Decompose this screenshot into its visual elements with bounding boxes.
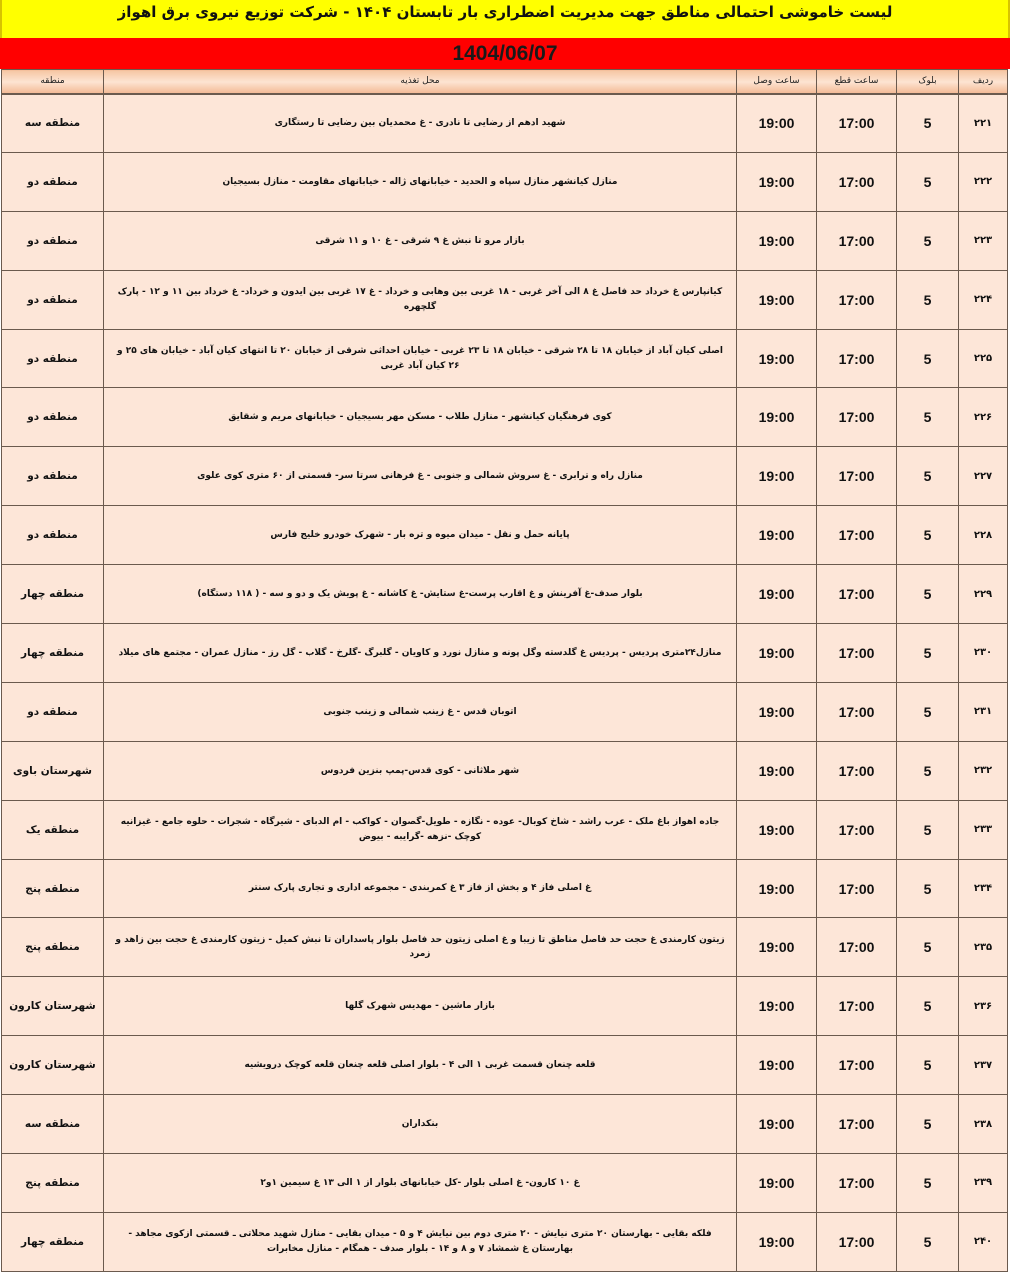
table-row [2, 682, 1008, 741]
row-index: ۲۳۲ [959, 741, 1008, 800]
block-number: 5 [897, 859, 959, 918]
cut-time: 17:00 [817, 388, 897, 447]
connect-time: 19:00 [737, 1036, 817, 1095]
cut-time: 17:00 [817, 270, 897, 329]
connect-time: 19:00 [737, 506, 817, 565]
connect-time: 19:00 [737, 152, 817, 211]
block-number: 5 [897, 211, 959, 270]
block-number: 5 [897, 506, 959, 565]
table-row [2, 329, 1008, 388]
cut-time: 17:00 [817, 1212, 897, 1271]
cut-time: 17:00 [817, 447, 897, 506]
region-name: منطقه پنج [2, 1154, 104, 1213]
connect-time: 19:00 [737, 741, 817, 800]
connect-time: 19:00 [737, 1212, 817, 1271]
row-index: ۲۲۶ [959, 388, 1008, 447]
table-row [2, 388, 1008, 447]
row-index: ۲۳۹ [959, 1154, 1008, 1213]
feed-location: غ ۱۰ کارون- غ اصلی بلوار -کل خیابانهای بلوار از ۱ الی ۱۳ غ سیمین ۱و۲ [104, 1154, 737, 1213]
feed-location: منازل۲۴متری پردیس - پردیس غ گلدسته وگل پونه و منازل نورد و کاویان - گلبرگ -گلرخ - گلاب - گل رز - منازل عمران - مجتمع های میلاد [104, 624, 737, 683]
region-name: منطقه سه [2, 94, 104, 153]
feed-location: قلعه چنعان قسمت غربی ۱ الی ۴ - بلوار اصلی قلعه چنعان قلعه کوچک درویشیه [104, 1036, 737, 1095]
cut-time: 17:00 [817, 1095, 897, 1154]
block-number: 5 [897, 447, 959, 506]
connect-time: 19:00 [737, 918, 817, 977]
feed-location: پایانه حمل و نقل - میدان میوه و تره بار - شهرک خودرو خلیج فارس [104, 506, 737, 565]
feed-location: غ اصلی فاز ۴ و بخش از فاز ۳ غ کمربندی - مجموعه اداری و تجاری پارک سنتر [104, 859, 737, 918]
row-index: ۲۳۶ [959, 977, 1008, 1036]
block-number: 5 [897, 918, 959, 977]
table-row [2, 1095, 1008, 1154]
row-index: ۲۲۴ [959, 270, 1008, 329]
block-number: 5 [897, 1212, 959, 1271]
row-index: ۲۲۷ [959, 447, 1008, 506]
row-index: ۲۲۵ [959, 329, 1008, 388]
block-number: 5 [897, 1036, 959, 1095]
block-number: 5 [897, 741, 959, 800]
row-index: ۲۳۵ [959, 918, 1008, 977]
table-row [2, 624, 1008, 683]
cut-time: 17:00 [817, 682, 897, 741]
cut-time: 17:00 [817, 624, 897, 683]
table-row [2, 918, 1008, 977]
table-row [2, 977, 1008, 1036]
block-number: 5 [897, 94, 959, 153]
row-index: ۲۳۳ [959, 800, 1008, 859]
table-row [2, 1212, 1008, 1271]
connect-time: 19:00 [737, 1154, 817, 1213]
cut-time: 17:00 [817, 152, 897, 211]
block-number: 5 [897, 388, 959, 447]
feed-location: بنکداران [104, 1095, 737, 1154]
table-row [2, 565, 1008, 624]
cut-time: 17:00 [817, 565, 897, 624]
region-name: منطقه یک [2, 800, 104, 859]
block-number: 5 [897, 800, 959, 859]
block-number: 5 [897, 624, 959, 683]
connect-time: 19:00 [737, 94, 817, 153]
row-index: ۲۲۲ [959, 152, 1008, 211]
connect-time: 19:00 [737, 859, 817, 918]
table-row [2, 211, 1008, 270]
cut-time: 17:00 [817, 94, 897, 153]
column-header-cut-time: ساعت قطع [817, 70, 897, 94]
connect-time: 19:00 [737, 800, 817, 859]
block-number: 5 [897, 329, 959, 388]
region-name: منطقه دو [2, 152, 104, 211]
feed-location: اصلی کیان آباد از خیابان ۱۸ تا ۲۸ شرقی - خیابان ۱۸ تا ۲۳ غربی - خیابان احداثی شرقی از خیابان ۲۰ تا انتهای کیان آباد - خیابان های ۲۵ و ۲۶ کیان آباد غربی [104, 329, 737, 388]
connect-time: 19:00 [737, 682, 817, 741]
row-index: ۲۳۱ [959, 682, 1008, 741]
table-row [2, 447, 1008, 506]
region-name: شهرستان کارون [2, 977, 104, 1036]
feed-location: فلکه بقایی - بهارستان ۲۰ متری نیایش - ۲۰ متری دوم بین نیایش ۴ و ۵ - میدان بقایی - منازل شهید محلاتی ـ قسمتی ازکوی مجاهد - بهارستان غ شمشاد ۷ و ۸ و ۱۴ - بلوار صدف - همگام - منازل مخابرات [104, 1212, 737, 1271]
block-number: 5 [897, 1154, 959, 1213]
region-name: منطقه دو [2, 447, 104, 506]
cut-time: 17:00 [817, 1036, 897, 1095]
table-row [2, 859, 1008, 918]
cut-time: 17:00 [817, 329, 897, 388]
region-name: منطقه دو [2, 506, 104, 565]
column-header-region: منطقه [2, 70, 104, 94]
region-name: منطقه دو [2, 388, 104, 447]
table-row [2, 1036, 1008, 1095]
connect-time: 19:00 [737, 565, 817, 624]
row-index: ۲۳۸ [959, 1095, 1008, 1154]
table-row [2, 800, 1008, 859]
feed-location: بازار مرو تا نبش غ ۹ شرقی - غ ۱۰ و ۱۱ شرقی [104, 211, 737, 270]
row-index: ۲۳۴ [959, 859, 1008, 918]
region-name: منطقه دو [2, 211, 104, 270]
cut-time: 17:00 [817, 741, 897, 800]
feed-location: منازل راه و ترابری - غ سروش شمالی و جنوبی - غ فرهانی سرتا سر- قسمتی از ۶۰ متری کوی علوی [104, 447, 737, 506]
connect-time: 19:00 [737, 388, 817, 447]
cut-time: 17:00 [817, 918, 897, 977]
cut-time: 17:00 [817, 211, 897, 270]
feed-location: اتوبان قدس - غ زینب شمالی و زینب جنوبی [104, 682, 737, 741]
connect-time: 19:00 [737, 1095, 817, 1154]
feed-location: شهید ادهم از رضایی تا نادری - غ محمدیان بین رضایی تا رستگاری [104, 94, 737, 153]
row-index: ۲۳۰ [959, 624, 1008, 683]
feed-location: جاده اهواز باغ ملک - عرب راشد - شاخ کوبال- عوده - نگازه - طویل-گصوان - کواکب - ام الدبای - شیرگاه - شجرات - حلوه جامع - غیزانیه کوچک -نزهه -گرایبه - بیوض [104, 800, 737, 859]
connect-time: 19:00 [737, 270, 817, 329]
document-title: لیست خاموشی احتمالی مناطق جهت مدیریت اضطراری بار تابستان ۱۴۰۴ - شرکت توزیع نیروی برق اهواز [0, 0, 1010, 38]
table-row [2, 1154, 1008, 1213]
block-number: 5 [897, 270, 959, 329]
connect-time: 19:00 [737, 211, 817, 270]
connect-time: 19:00 [737, 624, 817, 683]
table-row [2, 506, 1008, 565]
region-name: منطقه پنج [2, 918, 104, 977]
outage-table [1, 69, 1008, 1272]
table-row [2, 152, 1008, 211]
block-number: 5 [897, 565, 959, 624]
table-row [2, 741, 1008, 800]
region-name: شهرستان باوی [2, 741, 104, 800]
feed-location: بازار ماشین - مهدیس شهرک گلها [104, 977, 737, 1036]
feed-location: بلوار صدف-غ آفرینش و غ اقارب پرست-غ ستایش- غ کاشانه - غ پویش یک و دو و سه - ( ۱۱۸ دستگاه) [104, 565, 737, 624]
block-number: 5 [897, 977, 959, 1036]
row-index: ۲۲۹ [959, 565, 1008, 624]
region-name: منطقه چهار [2, 1212, 104, 1271]
row-index: ۲۳۷ [959, 1036, 1008, 1095]
region-name: منطقه دو [2, 682, 104, 741]
cut-time: 17:00 [817, 859, 897, 918]
column-header-connect-time: ساعت وصل [737, 70, 817, 94]
region-name: منطقه چهار [2, 624, 104, 683]
feed-location: منازل کیانشهر منازل سپاه و الحدید - خیابانهای ژاله - خیابانهای مقاومت - منازل بسیجیان [104, 152, 737, 211]
schedule-date: 1404/06/07 [0, 38, 1010, 69]
feed-location: زیتون کارمندی غ حجت حد فاصل مناطق تا زیبا و غ اصلی زیتون حد فاصل بلوار پاسداران تا نبش کمیل - زیتون کارمندی غ حجت بین زاهد و زمرد [104, 918, 737, 977]
table-body [2, 94, 1008, 1272]
cut-time: 17:00 [817, 800, 897, 859]
column-header-address: محل تغذیه [104, 70, 737, 94]
table-row [2, 270, 1008, 329]
connect-time: 19:00 [737, 977, 817, 1036]
region-name: شهرستان کارون [2, 1036, 104, 1095]
column-header-index: ردیف [959, 70, 1008, 94]
row-index: ۲۲۳ [959, 211, 1008, 270]
table-row [2, 94, 1008, 153]
table-header-row [2, 70, 1008, 94]
row-index: ۲۲۸ [959, 506, 1008, 565]
connect-time: 19:00 [737, 329, 817, 388]
cut-time: 17:00 [817, 1154, 897, 1213]
region-name: منطقه دو [2, 329, 104, 388]
block-number: 5 [897, 152, 959, 211]
region-name: منطقه دو [2, 270, 104, 329]
region-name: منطقه سه [2, 1095, 104, 1154]
cut-time: 17:00 [817, 506, 897, 565]
feed-location: کیانپارس غ خرداد حد فاصل غ ۸ الی آخر غربی - ۱۸ غربی بین وهابی و خرداد - غ ۱۷ غربی بین ایدون و خرداد- غ خرداد بین ۱۱ و ۱۲ - پارک گلچهره [104, 270, 737, 329]
connect-time: 19:00 [737, 447, 817, 506]
column-header-block: بلوک [897, 70, 959, 94]
feed-location: کوی فرهنگیان کیانشهر - منازل طلاب - مسکن مهر بسیجیان - خیابانهای مریم و شقایق [104, 388, 737, 447]
block-number: 5 [897, 1095, 959, 1154]
cut-time: 17:00 [817, 977, 897, 1036]
block-number: 5 [897, 682, 959, 741]
feed-location: شهر ملاثانی - کوی قدس-پمپ بنزین فردوس [104, 741, 737, 800]
row-index: ۲۲۱ [959, 94, 1008, 153]
row-index: ۲۴۰ [959, 1212, 1008, 1271]
region-name: منطقه پنج [2, 859, 104, 918]
region-name: منطقه چهار [2, 565, 104, 624]
